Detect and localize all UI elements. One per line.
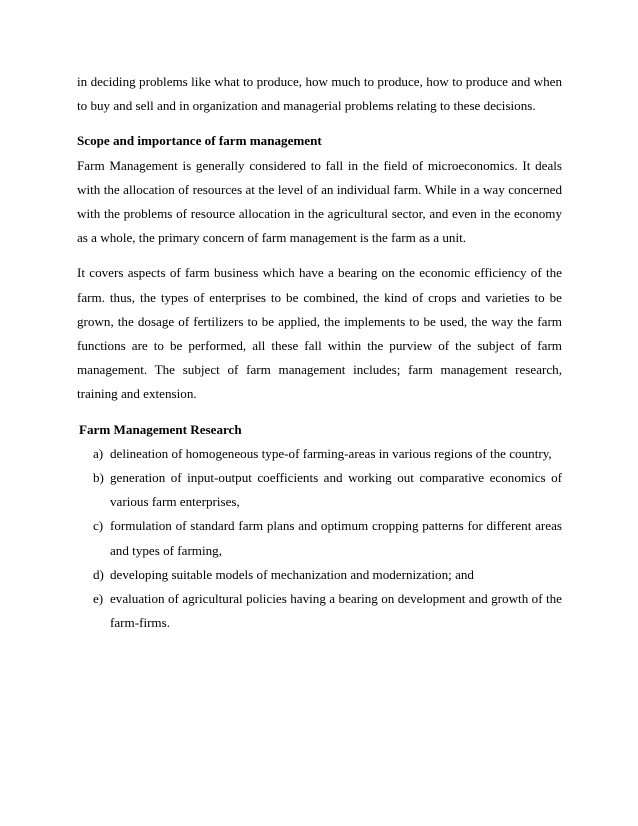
research-list xyxy=(77,442,562,636)
list-item-text: evaluation of agricultural policies having a bearing on development and growth of the farm-firms. xyxy=(110,591,562,631)
list-item-text: developing suitable models of mechanization and modernization; and xyxy=(110,566,474,582)
document-page xyxy=(77,70,562,635)
list-marker: d) xyxy=(93,566,104,582)
list-marker: b) xyxy=(93,470,104,486)
list-item-text: generation of input-output coefficients and working out comparative economics of various farm enterprises, xyxy=(110,470,562,510)
list-marker: a) xyxy=(93,445,104,461)
list-item xyxy=(77,514,562,562)
list-item-text: delineation of homogeneous type-of farming-areas in various regions of the country, xyxy=(110,445,552,461)
list-item-text: formulation of standard farm plans and optimum cropping patterns for different areas and types of farming, xyxy=(110,518,562,558)
list-item xyxy=(77,563,562,587)
list-item xyxy=(77,466,562,514)
scope-paragraph-2: It covers aspects of farm business which have a bearing on the economic efficiency of the farm. thus, the types of enterprises to be combined, the kind of crops and varieties to be grown, the dosage of fertilizers to be applied, the implements to be used, the way the farm functions are to be performed, all these fall within the purview of the subject of farm management. The subject of farm management includes; farm management research, training and extension. xyxy=(77,265,562,402)
intro-paragraph: in deciding problems like what to produce, how much to produce, how to produce and when to buy and sell and in organization and managerial problems relating to these decisions. xyxy=(77,74,562,114)
scope-paragraph-1: Farm Management is generally considered to fall in the field of microeconomics. It deals with the allocation of resources at the level of an individual farm. While in a way concerned with the problems of resource allocation in the agricultural sector, and even in the economy as a whole, the primary concern of farm management is the farm as a unit. xyxy=(77,157,562,246)
scope-heading: Scope and importance of farm management xyxy=(77,133,322,149)
list-item xyxy=(77,442,562,466)
list-item xyxy=(77,587,562,635)
list-marker: c) xyxy=(93,518,104,534)
list-marker: e) xyxy=(93,591,104,607)
research-heading: Farm Management Research xyxy=(79,421,242,437)
